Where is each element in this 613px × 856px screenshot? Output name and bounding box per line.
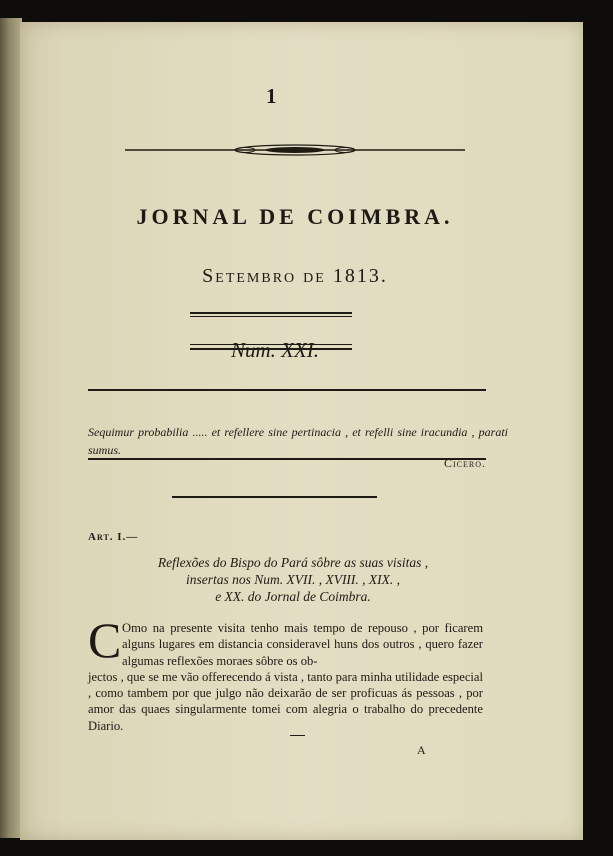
number-rule-bottom — [190, 348, 352, 350]
article-subtitle — [118, 554, 468, 605]
number-rule-top-thin — [190, 316, 352, 317]
article-subtitle-line: insertas nos Num. XVII. , XVIII. , XIX. , — [185, 572, 401, 587]
number-rule-top — [190, 312, 352, 314]
article-body — [88, 620, 483, 734]
article-subtitle-line: e XX. do Jornal de Coimbra. — [215, 589, 371, 604]
number-rule-bottom-thin — [190, 344, 352, 345]
drop-cap: C — [88, 612, 122, 668]
signature-mark: A — [417, 743, 426, 757]
end-mark-rule — [290, 735, 305, 736]
article-label: Art. I.— — [88, 531, 139, 543]
page-number: 1 — [266, 84, 277, 108]
article-body-opening: Omo na presente visita tenho mais tempo de repouso , por ficarem alguns lugares em distancia consideravel huns dos outros , quero fazer algumas reflexões moraes sôbre os ob- — [122, 621, 483, 668]
issue-number: Num. XXI. — [230, 338, 320, 362]
book-spine-edge — [0, 18, 22, 838]
article-subtitle-line: Reflexões do Bispo do Pará sôbre as suas visitas , — [157, 555, 429, 570]
document-page — [20, 22, 583, 840]
epigraph-author: Cicero. — [443, 456, 486, 470]
article-body-continuation: jectos , que se me vão offerecendo á vista , tanto para minha utilidade especial , como tambem por que julgo não deixarão de ser proficuas ás pessoas , por amor das quaes singularmente tomei com alegria o trabalho do precedente Diario. — [88, 669, 483, 733]
epigraph-text: Sequimur probabilia ..... et refellere sine pertinacia , et refelli sine iracundia , parati sumus. — [88, 425, 508, 457]
epigraph-rule-top — [88, 389, 486, 391]
article-rule — [172, 496, 377, 498]
issue-date: Setembro de 1813. — [202, 265, 388, 287]
ornament-rule — [125, 140, 465, 160]
journal-title: JORNAL DE COIMBRA. — [136, 204, 454, 229]
epigraph-rule-bottom — [88, 458, 486, 460]
